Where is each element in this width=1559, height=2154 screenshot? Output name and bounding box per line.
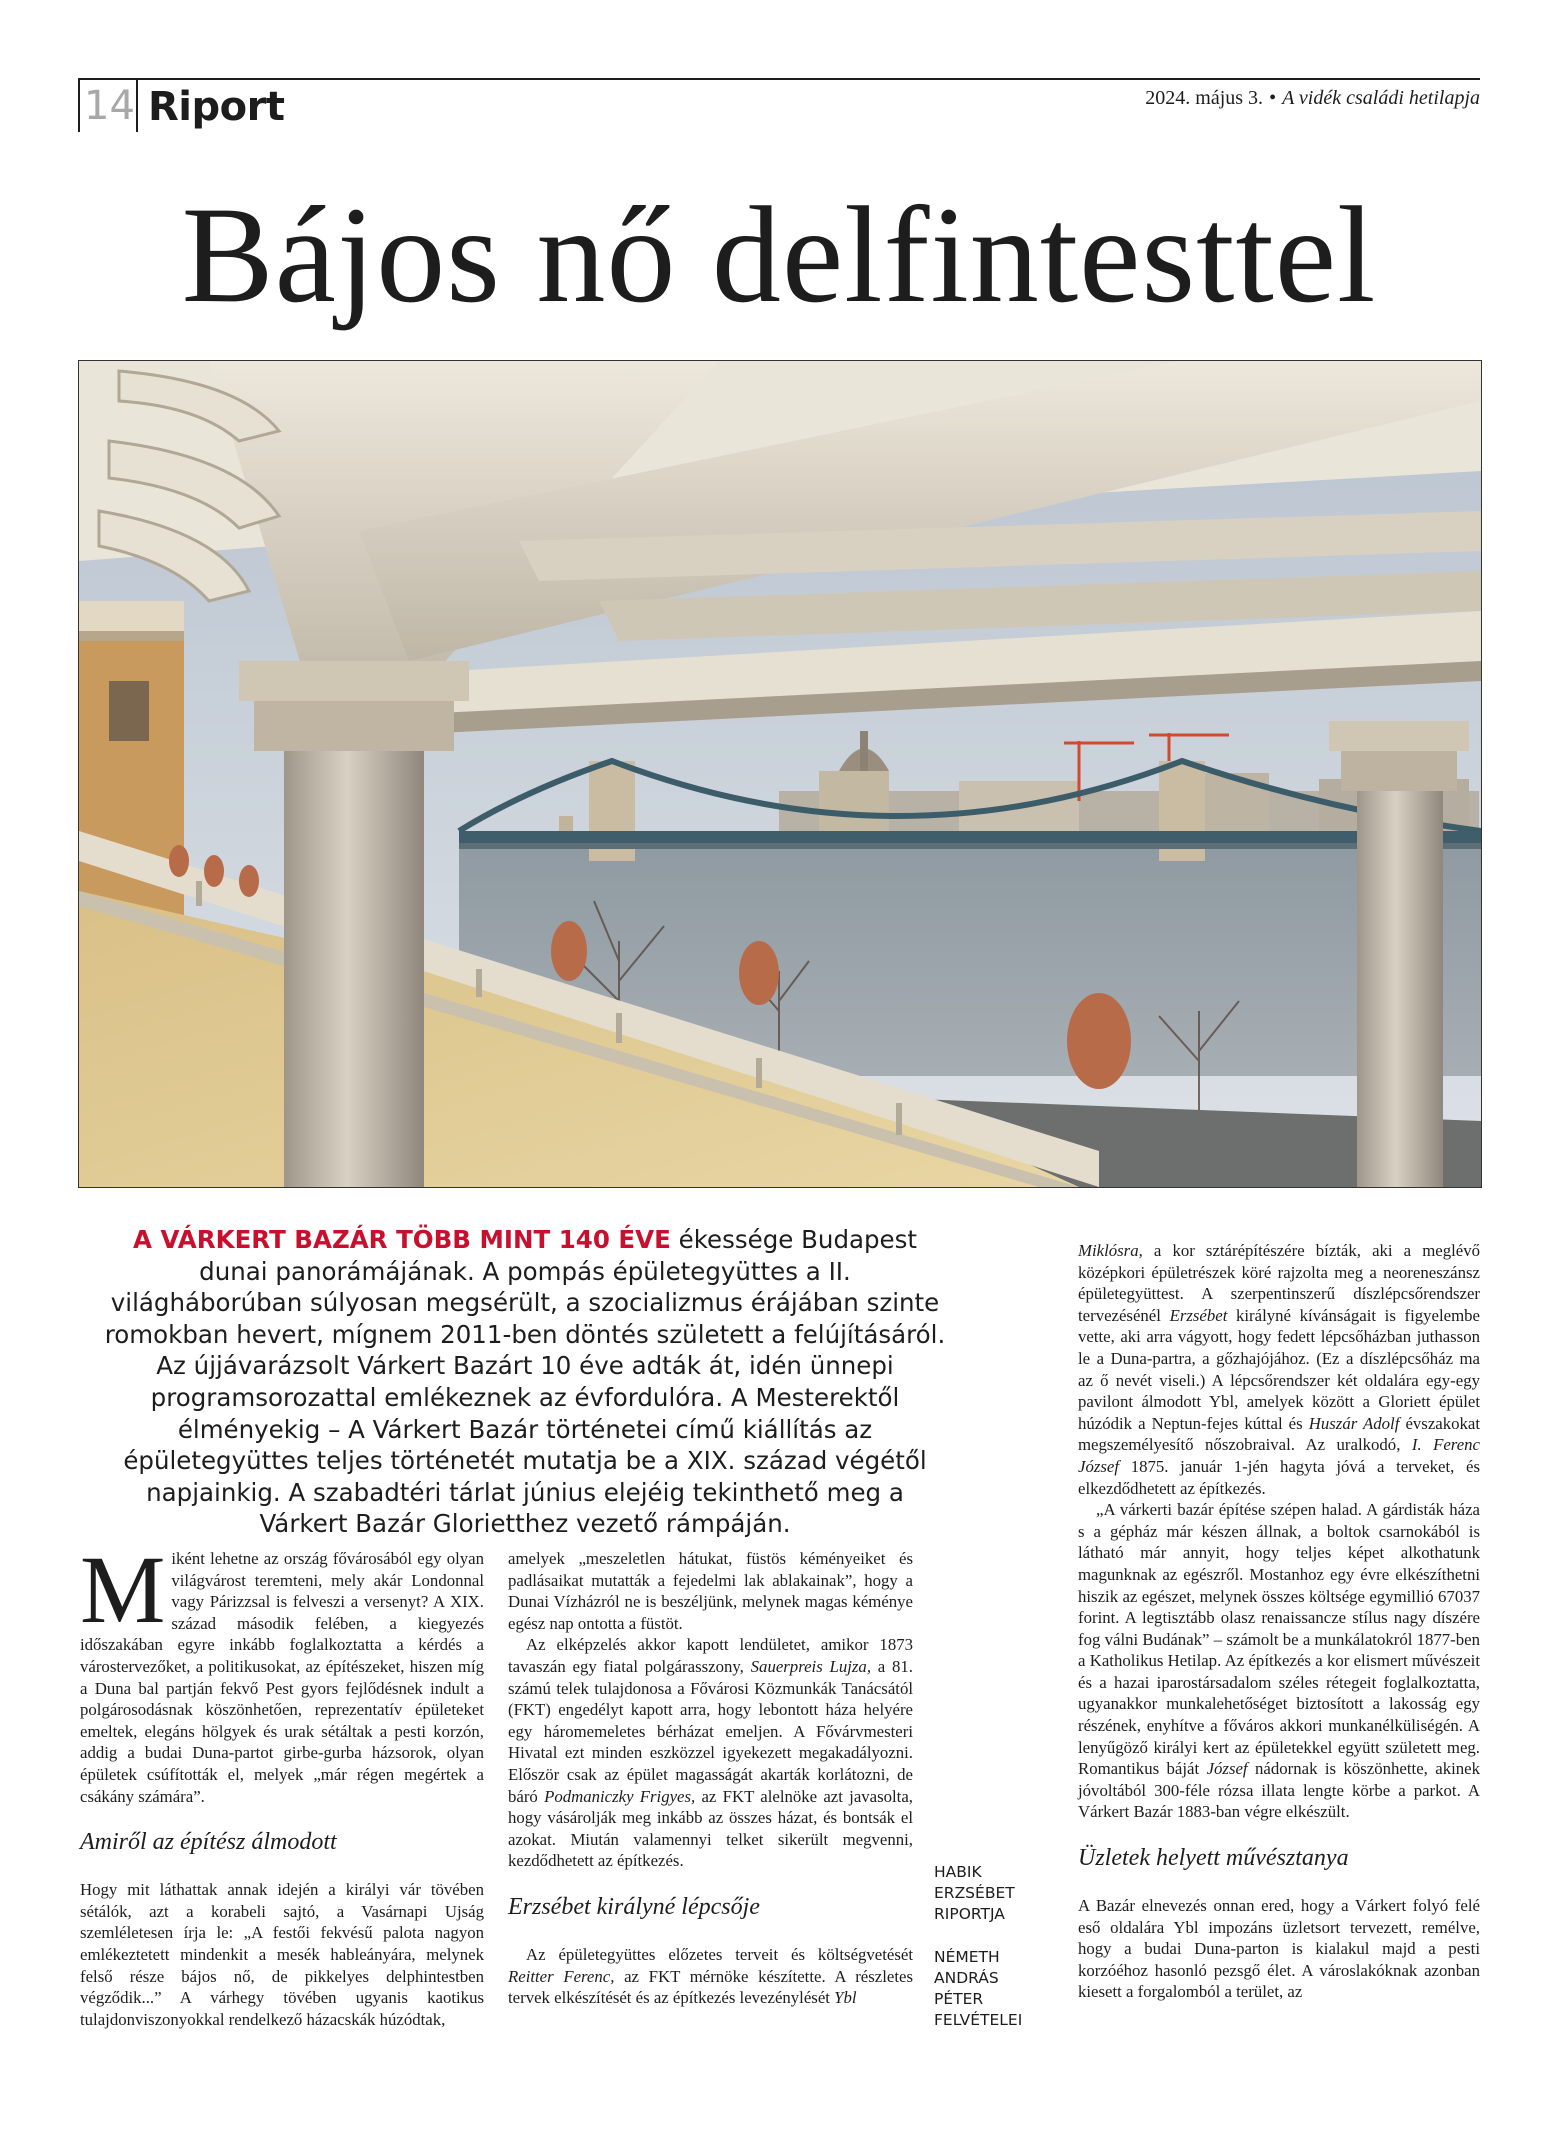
dateline-separator: • <box>1269 87 1277 109</box>
subheading: Amiről az építész álmodott <box>80 1829 337 1856</box>
article-column-1 <box>80 1536 484 2030</box>
main-photo <box>78 360 1482 1188</box>
subheading: Üzletek helyett művésztanya <box>1078 1845 1349 1872</box>
page-number: 14 <box>84 83 135 129</box>
lead-text: ékessége Budapest dunai panorámájának. A pompás épületegyüttes a II. világháborúban súlyosan megsérült, a szocializmus érájában szinte romokban hevert, mígnem 2011-ben döntés született a felújításáról. Az újjávarázsolt Várkert Bazárt 10 éve adták át, idén ünnepi programsorozattal emlékeznek az évfordulóra. A Mesterektől élményekig – A Várkert Bazár történetei című kiállítás az épületegyüttes teljes történetét mutatja be a XIX. század végétől napjainkig. A szabadtéri tárlat június elejéig tekinthető meg a Várkert Bazár Glorietthez vezető rámpáján. <box>104 1225 946 1539</box>
headline: Bájos nő delfintesttel <box>181 178 1377 331</box>
article-column-3 <box>1078 1240 1480 2003</box>
lead-kicker: A VÁRKERT BAZÁR TÖBB MINT 140 ÉVE <box>132 1225 671 1254</box>
author-line: RIPORTJA <box>934 1905 1005 1923</box>
dateline <box>1145 87 1480 110</box>
paper-name: A vidék családi hetilapja <box>1282 87 1480 109</box>
paragraph: Miként lehetne az ország fővárosából egy olyan világvárost teremteni, mely akár Londonnal vagy Párizzsal is felveszi a versenyt? A XIX. század második felében, a kiegyezés időszakában egyre inkább foglalkoztatta a kérdés a várostervezőket, a politikusokat, az építészeket, hiszen míg a Duna bal partján fekvő Pest gyors fejlődésnek indult a polgárosodásnak köszönhetően, reprezentatív épületeket emeltek, elegáns hölgyek és urak sétáltak a pesti korzón, addig a budai Duna-partot girbe-gurba házsorok, olyan épületek csúfították el, melyek „már régen megértek a csákány számára”. <box>80 1536 484 1806</box>
paragraph: Hogy mit láthattak annak idején a királyi vár tövében sétálók, azt a korabeli sajtó, a Vasárnapi Ujság szemléletesen írja le: „A festői fekvésű palota nagyon emlékeztetett mindenkit a mesék hableányára, melynek felső része bájos nő, de pikkelyes delphintestben végződik...” A várhegy tövében ugyanis kaotikus tulajdonviszonyokkal rendelkező házacskák húzódtak, <box>80 1880 484 2029</box>
section-title: Riport <box>148 84 285 130</box>
lead-paragraph <box>100 1224 950 1540</box>
byline-credit <box>934 1862 1084 2031</box>
drop-cap: M <box>80 1536 166 1643</box>
paragraph: Miklósra, a kor sztárépítészére bízták, aki a meglévő középkori épületrészek köré rajzolta meg a neoreneszánsz épületegyüttest. A szerpentinszerű díszlépcsőrendszer tervezésénél Erzsébet királyné kívánságait is figyelembe vette, aki arra vágyott, hogy fedett lépcsőházban juthasson le a Duna-partra, a gőzhajójához. (Ez a díszlépcsőház ma az ő nevét viseli.) A lépcsőrendszer két oldalára egy-egy pavilont álmodott Ybl, amelyek között a Gloriett épület húzódik a Neptun-fejes kúttal és Huszár Adolf évszakokat megszemélyesítő nőszobraival. Az uralkodó, I. Ferenc József 1875. január 1-jén hagyta jóvá a terveket, és elkezdődhetett az építkezés. <box>1078 1241 1481 1498</box>
photographer-line: FELVÉTELEI <box>934 2011 1023 2029</box>
author-line: ERZSÉBET <box>934 1884 1015 1902</box>
issue-date: 2024. május 3. <box>1145 87 1264 109</box>
photographer-line: ANDRÁS <box>934 1969 999 1987</box>
paragraph: „A várkerti bazár építése szépen halad. A gárdisták háza s a gépház már készen állnak, a boltok csarnokából is látható már annyit, hogy teljes képet alkothatunk magunknak az egészről. Mostanhoz egy évre elkészíthetni hiszik az egészet, melynek összes költsége egymillió 67037 forint. A legtisztább olasz renaissancze stílus nagy díszére fog válni Budának” – számolt be a munkálatokról 1877-ben a Katholikus Hetilap. Az építkezés a kor elismert művészeit és a hazai iparostársadalom széles rétegeit foglalkoztatta, ugyanakkor munkalehetőséget biztosított a lakosság egy részének, enyhítve a főváros akkori munkanélküliségén. A lenyűgöző királyi kert az épületekkel együtt született meg. Romantikus báját József nádornak is köszönhette, akinek jóvoltából 300-féle rózsa illata lengte körbe a parkot. A Várkert Bazár 1883-ban végre elkészült. <box>1078 1500 1480 1822</box>
paragraph: amelyek „meszeletlen hátukat, füstös kéményeiket és padlásaikat mutatták a fejedelmi lak ablakainak”, hogy a Dunai Vízházról ne is beszéljünk, melynek magas kéménye egész nap ontotta a füstöt. <box>508 1549 913 1633</box>
photographer-line: NÉMETH <box>934 1948 1000 1966</box>
article-column-2 <box>508 1548 913 2009</box>
subheading: Erzsébet királyné lépcsője <box>508 1893 760 1920</box>
paragraph: Az elképzelés akkor kapott lendületet, amikor 1873 tavaszán egy fiatal polgárasszony, Sauerpreis Lujza, a 81. számú telek tulajdonosa a Fővárosi Közmunkák Tanácsától (FKT) engedélyt kapott arra, hogy lebontott háza helyére egy háromemeletes bérházat emeljen. A Fővárvmesteri Hivatal ezt minden eszközzel igyekezett megakadályozni. Először csak az épület magasságát akarták korlátozni, de báró Podmaniczky Frigyes, az FKT alelnöke azt javasolta, hogy vásárolják meg inkább az összes házat, és bontsák el azokat. Miután valamennyi telket sikerült megvenni, kezdődhetett az építkezés. <box>508 1635 913 1871</box>
author-line: HABIK <box>934 1863 982 1881</box>
photographer-line: PÉTER <box>934 1990 984 2008</box>
paragraph: A Bazár elnevezés onnan ered, hogy a Várkert folyó felé eső oldalára Ybl impozáns üzletsort tervezett, remélve, hogy a budai Duna-parton is kialakul majd a pesti korzóéhoz hasonló pezsgő élet. A városlakóknak azonban kiesett a forgalomból a terület, az <box>1078 1896 1480 2002</box>
header-rule <box>78 78 1480 80</box>
paragraph: Az épületegyüttes előzetes terveit és költségvetését Reitter Ferenc, az FKT mérnöke készítette. A részletes tervek elkészítését és az építkezés levezénylését Ybl <box>508 1944 913 2008</box>
